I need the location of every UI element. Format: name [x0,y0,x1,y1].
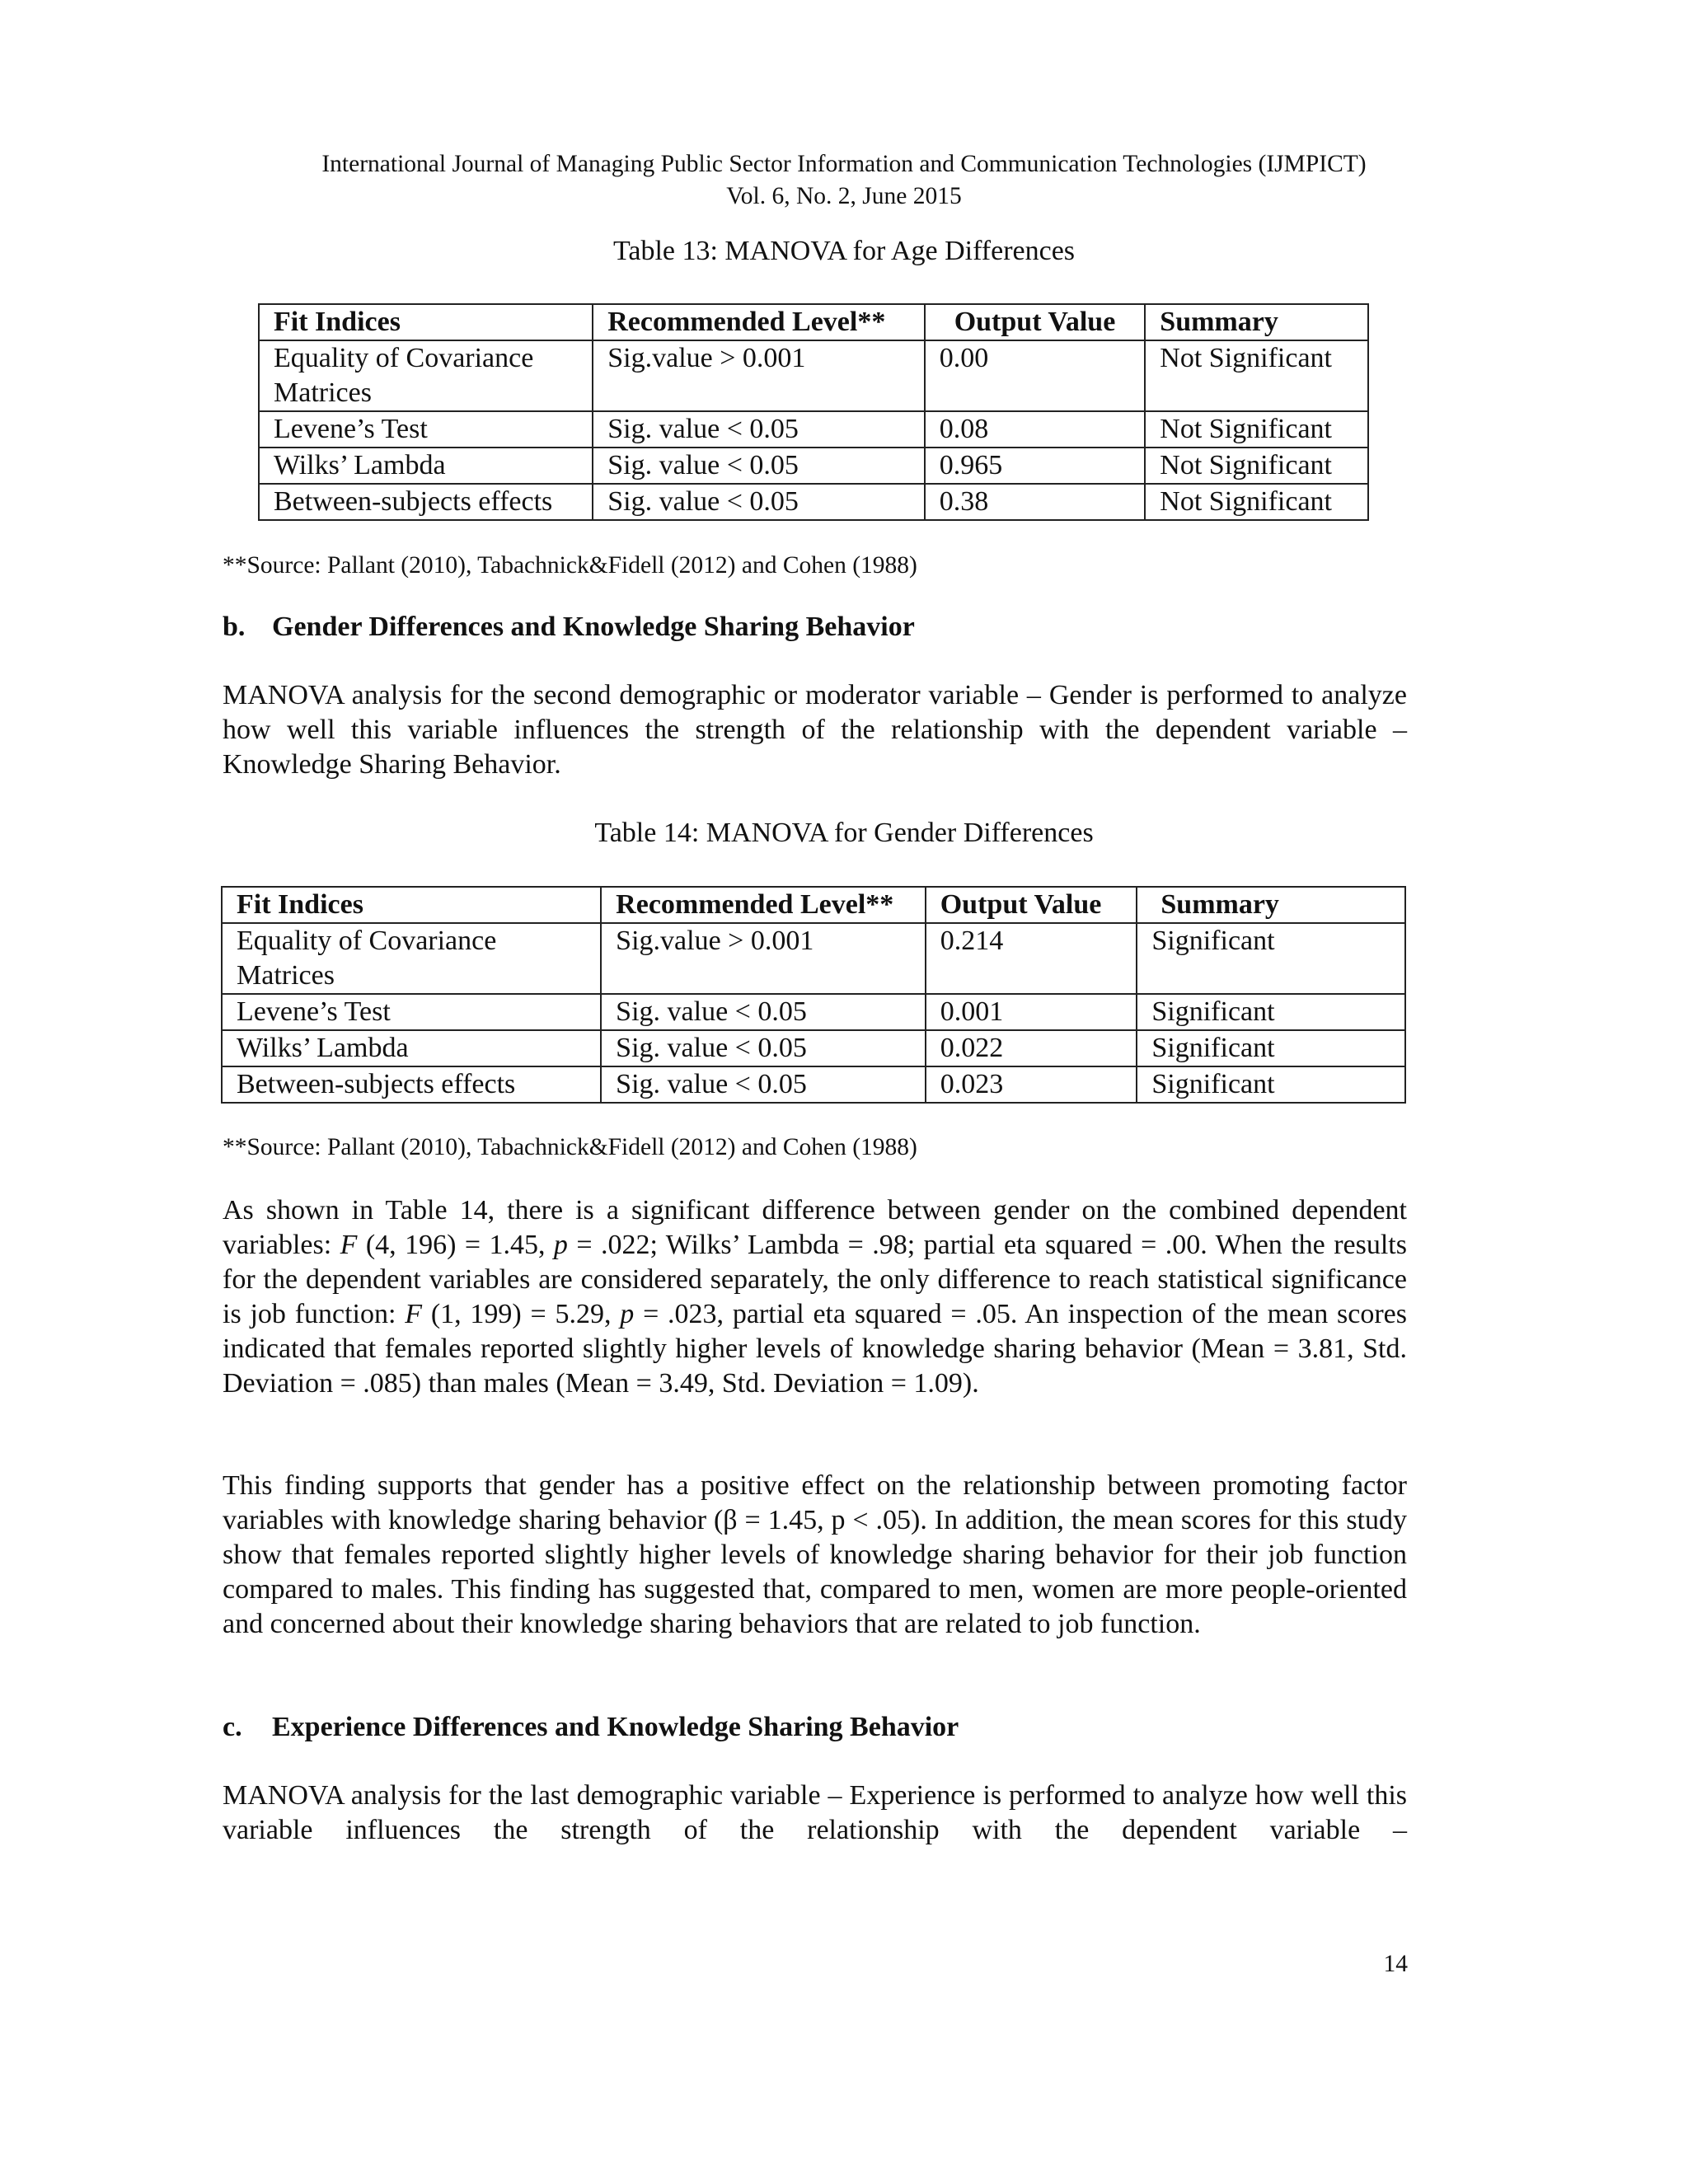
header-fit-indices: Fit Indices [222,887,601,923]
cell-output: 0.023 [926,1066,1137,1103]
f-statistic-symbol: F [405,1299,423,1329]
header-output-value: Output Value [925,304,1146,340]
header-recommended-level: Recommended Level** [601,887,926,923]
p-value-symbol: p [553,1230,568,1260]
table-header-row [259,304,1368,340]
table-row [222,994,1405,1030]
cell-summary: Significant [1137,923,1405,994]
table-row [259,484,1368,520]
table-13-caption: Table 13: MANOVA for Age Differences [612,236,1076,266]
cell-recommended: Sig. value < 0.05 [601,1030,926,1066]
cell-fit-index: Between-subjects effects [259,484,593,520]
finding-text: This finding supports that gender has a positive effect on the relationship between promoting factor variables with knowledge sharing behavior (β = 1.45, p < .05). In addition, the mean scores for this study show that females reported slightly higher levels of knowledge sharing behavior for their job function compared to males. This finding has suggested that, compared to men, women are more people-oriented and concerned about their knowledge sharing behaviors that are related to job function. [223,1470,1407,1639]
table-row [259,448,1368,484]
results-text-part: (1, 199) = 5.29, [422,1299,621,1329]
table-row [222,1030,1405,1066]
section-b-heading [223,610,915,644]
table-row [259,411,1368,448]
cell-recommended: Sig. value < 0.05 [593,411,924,448]
results-text-part: (4, 196) = 1.45, [357,1230,554,1260]
cell-recommended: Sig. value < 0.05 [593,484,924,520]
header-summary: Summary [1137,887,1405,923]
table-row [222,1066,1405,1103]
section-c-title: Experience Differences and Knowledge Sharing Behavior [272,1712,959,1742]
cell-fit-index: Between-subjects effects [222,1066,601,1103]
section-b-title: Gender Differences and Knowledge Sharing Behavior [272,612,915,642]
section-b-intro-text: MANOVA analysis for the second demographic or moderator variable – Gender is performed to analyze how well this variable influences the strength of the relationship with the dependent variable – Knowledge Sharing Behavior. [223,680,1407,780]
cell-recommended: Sig. value < 0.05 [601,994,926,1030]
cell-recommended: Sig. value < 0.05 [601,1066,926,1103]
cell-fit-index: Wilks’ Lambda [222,1030,601,1066]
section-c-heading [223,1710,959,1745]
journal-title: International Journal of Managing Public Sector Information and Communication Technologies (IJMPICT) [321,151,1367,177]
results-text-part: = .023, partial eta squared = .05. An inspection of the mean scores indicated that females reported slightly higher levels of knowledge sharing behavior (Mean = 3.81, Std. Deviation = .085) than males (Mean = 3.49, Std. Deviation = 1.09). [223,1299,1407,1399]
results-text-part: = .022; Wilks’ Lambda = .98; partial eta squared = .00. When the results for the dependent variables are considered separately, the only difference to reach statistical significance is job function: [223,1230,1407,1329]
cell-recommended: Sig.value > 0.001 [593,340,924,411]
cell-output: 0.08 [925,411,1146,448]
cell-fit-index: Wilks’ Lambda [259,448,593,484]
table-14-caption: Table 14: MANOVA for Gender Differences [594,818,1094,848]
cell-output: 0.001 [926,994,1137,1030]
results-text-part: As shown in Table 14, there is a significant difference between gender on the combined dependent variables: [223,1195,1407,1260]
section-c-label: c. [223,1712,242,1742]
cell-fit-index: Levene’s Test [259,411,593,448]
journal-volume: Vol. 6, No. 2, June 2015 [726,183,962,209]
cell-output: 0.214 [926,923,1137,994]
header-summary: Summary [1145,304,1368,340]
table-header-row [222,887,1405,923]
cell-recommended: Sig.value > 0.001 [601,923,926,994]
section-b-label: b. [223,612,246,642]
cell-summary: Significant [1137,994,1405,1030]
cell-fit-index: Equality of Covariance Matrices [222,923,601,994]
header-recommended-level: Recommended Level** [593,304,924,340]
cell-summary: Not Significant [1145,484,1368,520]
finding-paragraph [223,1469,1407,1642]
table-14 [221,886,1406,1104]
cell-recommended: Sig. value < 0.05 [593,448,924,484]
section-c-intro-text: MANOVA analysis for the last demographic variable – Experience is performed to analyze how well this variable influences the strength of the relationship with the dependent variable – [223,1780,1407,1845]
table-13-source-note: **Source: Pallant (2010), Tabachnick&Fidell (2012) and Cohen (1988) [223,552,917,579]
journal-header [0,148,1688,213]
header-fit-indices: Fit Indices [259,304,593,340]
cell-output: 0.965 [925,448,1146,484]
results-text [223,1193,1407,1401]
cell-output: 0.00 [925,340,1146,411]
f-statistic-symbol: F [340,1230,358,1260]
cell-summary: Not Significant [1145,411,1368,448]
section-c-intro-paragraph [223,1779,1407,1848]
results-paragraph [223,1193,1407,1401]
cell-summary: Significant [1137,1030,1405,1066]
p-value-symbol: p [620,1299,635,1329]
table-row [259,340,1368,411]
cell-summary: Significant [1137,1066,1405,1103]
section-b-intro-paragraph [223,678,1407,782]
cell-summary: Not Significant [1145,340,1368,411]
header-output-value: Output Value [926,887,1137,923]
cell-output: 0.022 [926,1030,1137,1066]
table-13 [258,303,1369,521]
table-row [222,923,1405,994]
cell-fit-index: Equality of Covariance Matrices [259,340,593,411]
cell-output: 0.38 [925,484,1146,520]
table-14-source-note: **Source: Pallant (2010), Tabachnick&Fidell (2012) and Cohen (1988) [223,1134,917,1160]
cell-fit-index: Levene’s Test [222,994,601,1030]
cell-summary: Not Significant [1145,448,1368,484]
page-number: 14 [1383,1951,1408,1977]
